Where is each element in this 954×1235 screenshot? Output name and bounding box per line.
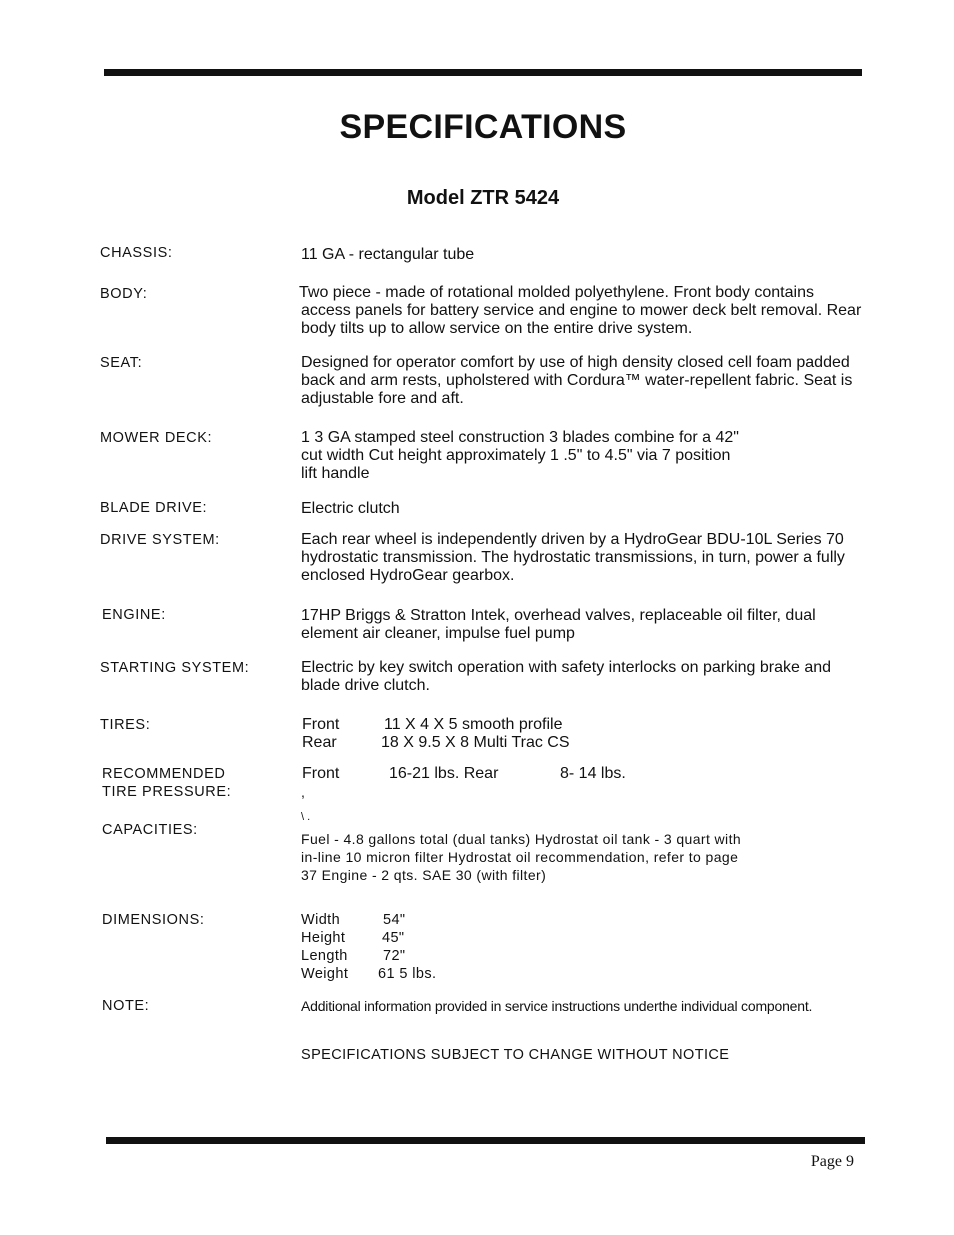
tires-front-label: Front: [302, 716, 340, 733]
bottom-rule: [106, 1137, 865, 1144]
page-title: SPECIFICATIONS: [339, 108, 627, 146]
seat-line: back and arm rests, upholstered with Cordura™ water-repellent fabric. Seat is: [301, 372, 853, 389]
stray-mark: ,: [301, 784, 305, 800]
dimension-value: 72": [383, 948, 406, 964]
dimension-name: Length: [301, 948, 348, 964]
top-rule: [104, 69, 862, 76]
seat-line: adjustable fore and aft.: [301, 390, 464, 407]
stray-mark: \ .: [301, 811, 311, 823]
drive-system-value: [301, 531, 871, 585]
tire-pressure-label-line2: TIRE PRESSURE:: [102, 784, 232, 800]
drive-system-label: DRIVE SYSTEM:: [100, 532, 220, 548]
dimension-value: 61 5 lbs.: [378, 966, 437, 982]
chassis-line: 11 GA - rectangular tube: [301, 246, 475, 263]
mower-deck-line: 1 3 GA stamped steel construction 3 blades combine for a 42": [301, 429, 739, 446]
seat-line: Designed for operator comfort by use of high density closed cell foam padded: [301, 354, 850, 371]
chassis-label: CHASSIS:: [100, 245, 173, 261]
tire-pressure-front-value: 16-21 lbs. Rear: [389, 765, 499, 782]
seat-value: [301, 354, 871, 408]
tires-front-value: 11 X 4 X 5 smooth profile: [384, 716, 563, 733]
body-line: body tilts up to allow service on the entire drive system.: [301, 320, 693, 337]
body-line: Two piece - made of rotational molded polyethylene. Front body contains: [299, 284, 814, 301]
note-text: Additional information provided in service instructions underthe individual component.: [301, 998, 813, 1014]
capacities-line: 37 Engine - 2 qts. SAE 30 (with filter): [301, 867, 547, 883]
dimension-name: Width: [301, 912, 341, 928]
mower-deck-line: cut width Cut height approximately 1 .5" to 4.5" via 7 position: [301, 447, 731, 464]
capacities-label: CAPACITIES:: [102, 822, 198, 838]
note-value: [301, 997, 871, 1015]
starting-system-line: blade drive clutch.: [301, 677, 430, 694]
page-number: Page 9: [810, 1153, 854, 1170]
note-label: NOTE:: [102, 998, 150, 1014]
tire-pressure-rear-value: 8- 14 lbs.: [560, 765, 626, 782]
engine-value: [301, 607, 871, 643]
tire-pressure-label-line1: RECOMMENDED: [102, 766, 226, 782]
capacities-value: [301, 830, 871, 884]
disclaimer: SPECIFICATIONS SUBJECT TO CHANGE WITHOUT NOTICE: [301, 1047, 730, 1063]
engine-line: 17HP Briggs & Stratton Intek, overhead valves, replaceable oil filter, dual: [301, 607, 816, 624]
starting-system-line: Electric by key switch operation with safety interlocks on parking brake and: [301, 659, 832, 676]
capacities-line: in-line 10 micron filter Hydrostat oil recommendation, refer to page: [301, 849, 739, 865]
dimension-name: Height: [301, 930, 346, 946]
engine-line: element air cleaner, impulse fuel pump: [301, 625, 575, 642]
model-heading: Model ZTR 5424: [406, 187, 560, 209]
body-label: BODY:: [100, 286, 148, 302]
dimension-value: 54": [383, 912, 406, 928]
engine-label: ENGINE:: [102, 607, 166, 623]
mower-deck-value: [301, 429, 871, 483]
mower-deck-label: MOWER DECK:: [100, 430, 213, 446]
body-line: access panels for battery service and engine to mower deck belt removal. Rear: [301, 302, 862, 319]
seat-label: SEAT:: [100, 355, 143, 371]
chassis-value: [301, 246, 871, 264]
mower-deck-line: lift handle: [301, 465, 370, 482]
drive-system-line: hydrostatic transmission. The hydrostatic transmissions, in turn, power a fully: [301, 549, 845, 566]
drive-system-line: Each rear wheel is independently driven by a HydroGear BDU-10L Series 70: [301, 531, 844, 548]
starting-system-value: [301, 659, 871, 695]
drive-system-line: enclosed HydroGear gearbox.: [301, 567, 515, 584]
dimensions-label: DIMENSIONS:: [102, 912, 205, 928]
body-value: [299, 284, 869, 338]
blade-drive-value: [301, 500, 871, 518]
blade-drive-label: BLADE DRIVE:: [100, 500, 208, 516]
blade-drive-line: Electric clutch: [301, 500, 400, 517]
tires-rear-value: 18 X 9.5 X 8 Multi Trac CS: [381, 734, 570, 751]
tire-pressure-front-label: Front: [302, 765, 340, 782]
tires-label: TIRES:: [100, 717, 151, 733]
starting-system-label: STARTING SYSTEM:: [100, 660, 250, 676]
tires-rear-label: Rear: [302, 734, 337, 751]
dimension-name: Weight: [301, 966, 349, 982]
dimension-value: 45": [382, 930, 405, 946]
capacities-line: Fuel - 4.8 gallons total (dual tanks) Hydrostat oil tank - 3 quart with: [301, 831, 742, 847]
